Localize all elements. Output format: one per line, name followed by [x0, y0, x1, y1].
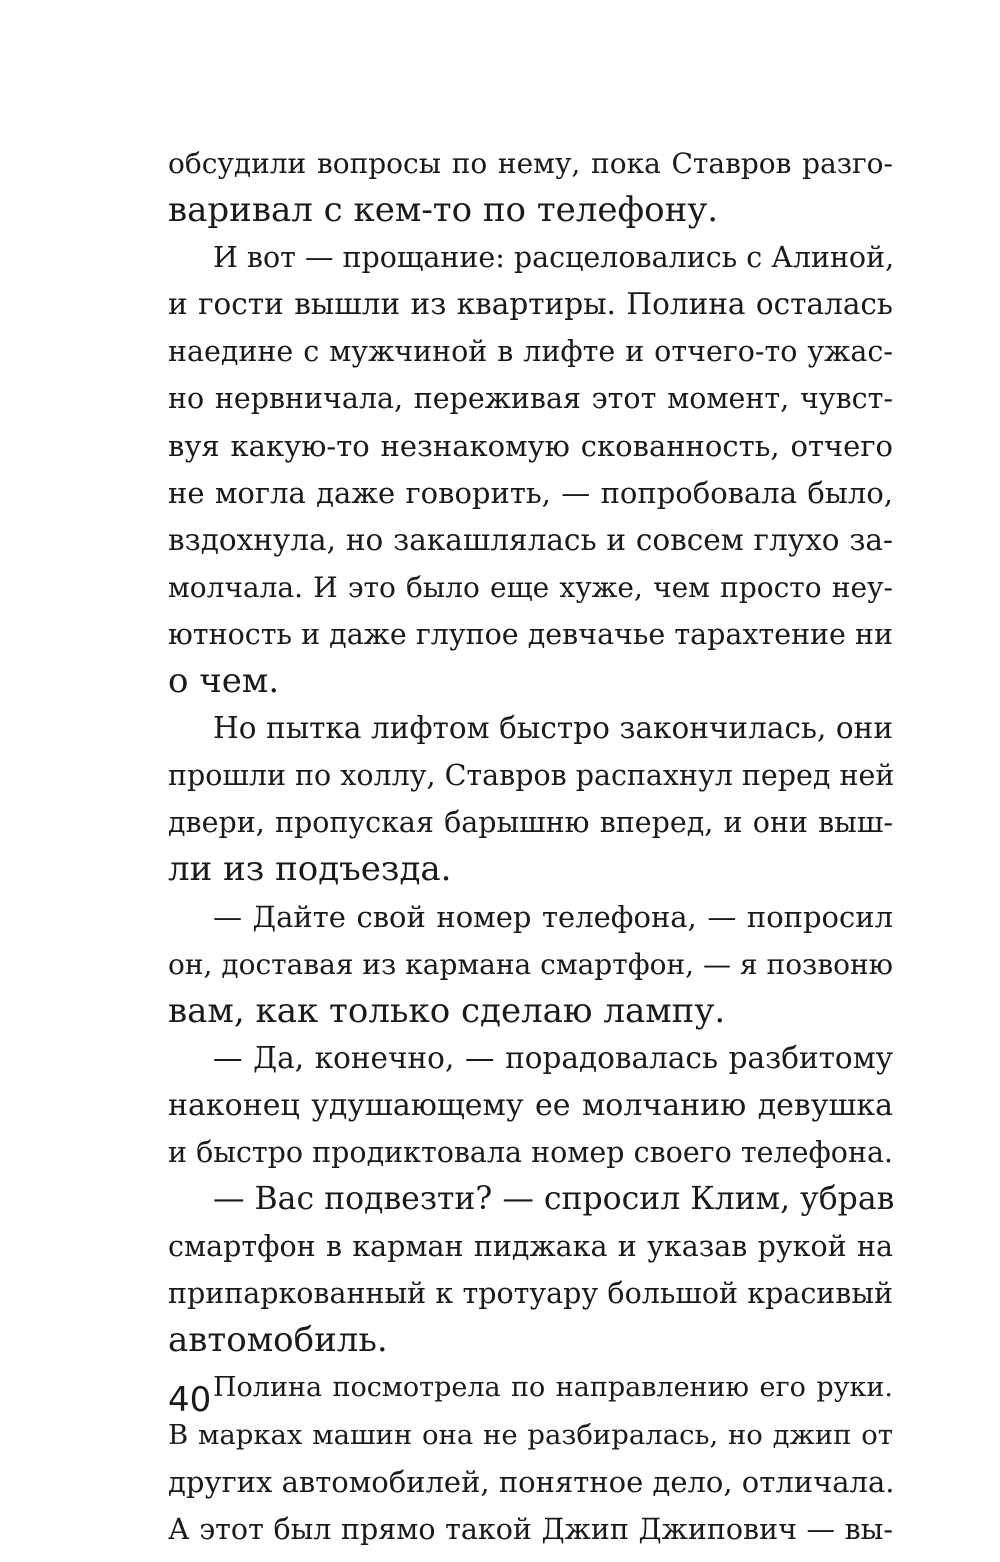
- text-line: припаркованный к тротуару большой красивый: [168, 1277, 893, 1311]
- text-line: варивал с кем-то по телефону.: [168, 190, 719, 231]
- text-line: ютность и даже глупое девчачье тарахтение ни: [168, 617, 893, 651]
- text-line: и гости вышли из квартиры. Полина осталась: [168, 287, 893, 322]
- text-line: Полина посмотрела по направлению его руки.: [213, 1372, 893, 1404]
- text-line: Но пытка лифтом быстро закончилась, они: [213, 711, 893, 746]
- text-line: молчала. И это было еще хуже, чем просто неу-: [168, 570, 893, 604]
- text-line: наконец удушающему ее молчанию девушка: [168, 1087, 893, 1123]
- text-line: ли из подъезда.: [168, 849, 452, 890]
- text-line: не могла даже говорить, — попробовала было,: [168, 475, 893, 510]
- text-line: В марках машин она не разбиралась, но джип от: [168, 1418, 893, 1451]
- text-line: но нервничала, переживая этот момент, чувст-: [168, 382, 893, 416]
- text-line: о чем.: [168, 661, 280, 702]
- text-line: автомобиль.: [168, 1320, 388, 1361]
- text-line: двери, пропуская барышню вперед, и они выш-: [168, 806, 893, 840]
- text-line: — Дайте свой номер телефона, — попросил: [213, 899, 893, 934]
- text-line: И вот — прощание: расцеловались с Алиной,: [213, 241, 895, 275]
- text-line: смартфон в карман пиджака и указав рукой на: [168, 1230, 893, 1264]
- page-number: 40: [168, 1380, 212, 1420]
- text-line: — Да, конечно, — порадовалась разбитому: [213, 1040, 893, 1075]
- body-text: [168, 140, 893, 1553]
- text-line: других автомобилей, понятное дело, отличала.: [168, 1464, 895, 1499]
- text-line: вуя какую-то незнакомую скованность, отчего: [168, 428, 893, 463]
- text-line: А этот был прямо такой Джип Джипович — вы-: [168, 1512, 893, 1546]
- text-line: обсудили вопросы по нему, пока Ставров разго-: [168, 147, 893, 180]
- text-line: он, доставая из кармана смартфон, — я позвоню: [168, 947, 893, 981]
- text-line: вам, как только сделаю лампу.: [168, 990, 726, 1031]
- text-line: наедине с мужчиной в лифте и отчего-то ужас-: [168, 335, 893, 369]
- text-line: вздохнула, но закашлялась и совсем глухо за-: [168, 522, 893, 557]
- text-line: и быстро продиктовала номер своего телефона.: [168, 1135, 893, 1169]
- text-line: прошли по холлу, Ставров распахнул перед ней: [168, 759, 895, 793]
- text-line: — Вас подвезти? — спросил Клим, убрав: [213, 1181, 895, 1218]
